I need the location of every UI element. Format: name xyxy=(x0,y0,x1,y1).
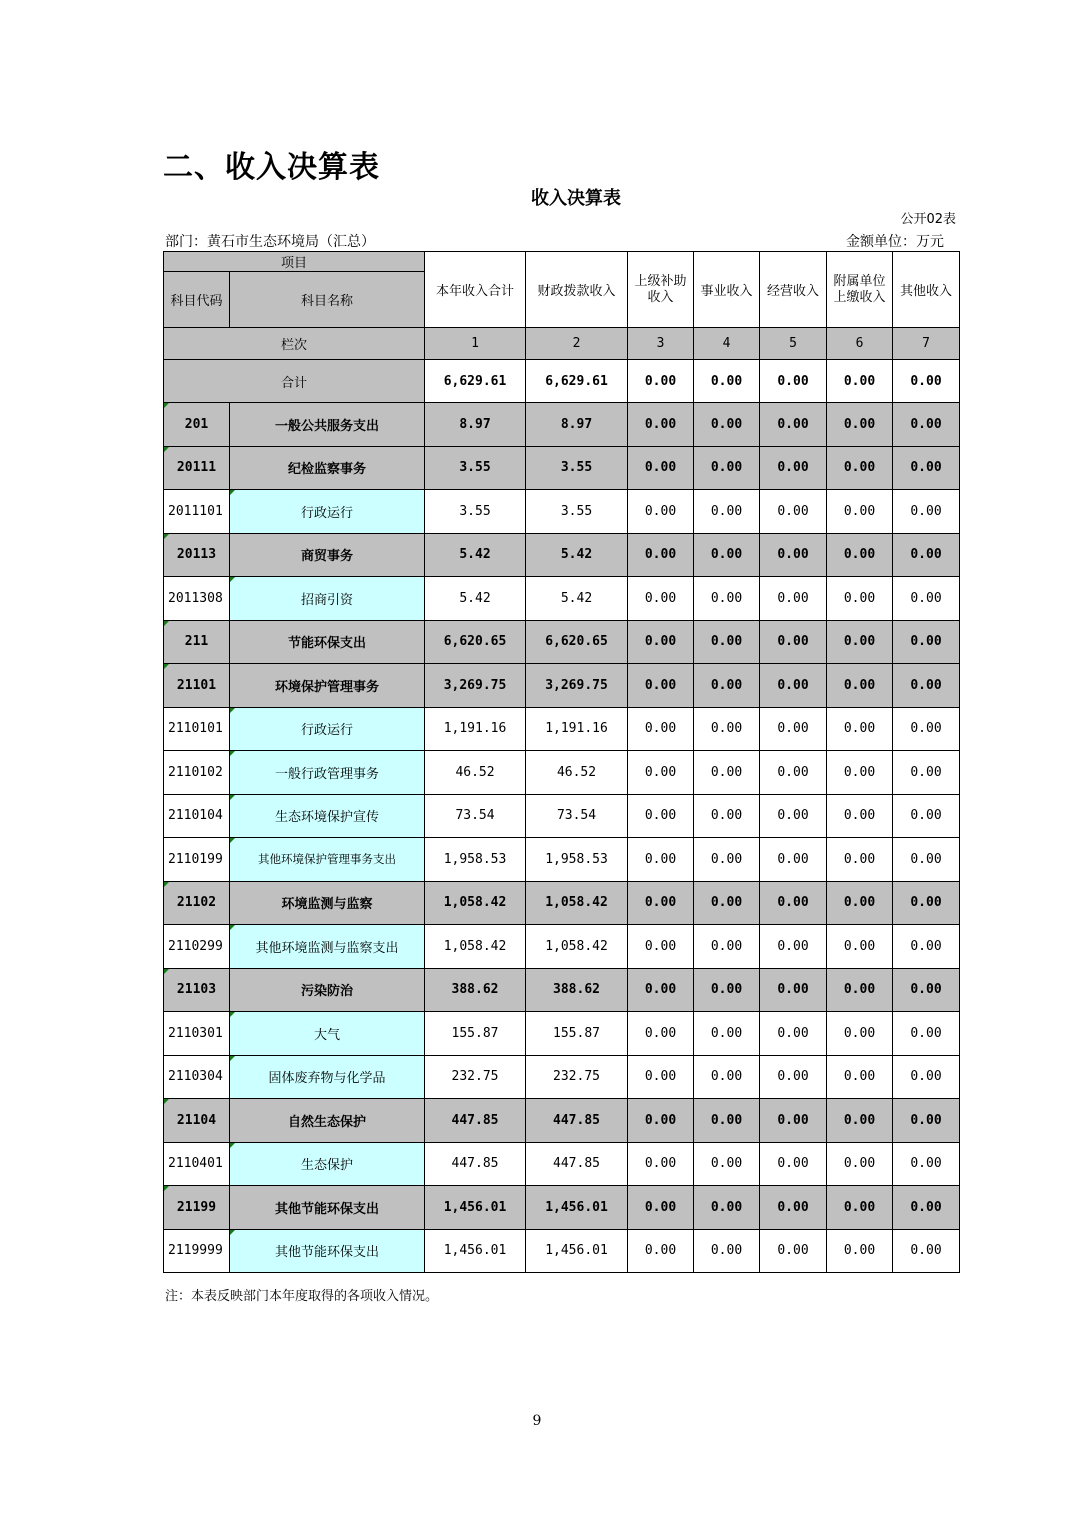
row-value-1: 5.42 xyxy=(425,533,526,577)
table-row xyxy=(164,664,960,708)
row-value-6: 0.00 xyxy=(827,446,893,490)
row-code: 2110301 xyxy=(164,1012,230,1056)
row-name: 其他节能环保支出 xyxy=(230,1186,425,1230)
table-row xyxy=(164,794,960,838)
row-value-2: 46.52 xyxy=(526,751,628,795)
row-value-5: 0.00 xyxy=(760,1099,827,1143)
row-value-4: 0.00 xyxy=(694,838,760,882)
row-value-3: 0.00 xyxy=(628,1055,694,1099)
row-value-6: 0.00 xyxy=(827,751,893,795)
row-value-4: 0.00 xyxy=(694,1142,760,1186)
header-col4: 事业收入 xyxy=(694,252,760,328)
row-value-2: 447.85 xyxy=(526,1142,628,1186)
row-value-5: 0.00 xyxy=(760,838,827,882)
header-name: 科目名称 xyxy=(230,272,425,328)
table-row xyxy=(164,490,960,534)
total-value-7: 0.00 xyxy=(893,360,960,403)
row-value-6: 0.00 xyxy=(827,1055,893,1099)
table-row xyxy=(164,446,960,490)
table-row xyxy=(164,707,960,751)
row-code: 20113 xyxy=(164,533,230,577)
row-value-1: 73.54 xyxy=(425,794,526,838)
row-code: 2110102 xyxy=(164,751,230,795)
row-value-7: 0.00 xyxy=(893,707,960,751)
row-value-3: 0.00 xyxy=(628,925,694,969)
row-code: 2110304 xyxy=(164,1055,230,1099)
row-value-1: 447.85 xyxy=(425,1099,526,1143)
row-value-2: 3.55 xyxy=(526,490,628,534)
department-label: 部门：黄石市生态环境局（汇总） xyxy=(165,234,375,250)
row-value-1: 1,456.01 xyxy=(425,1186,526,1230)
row-code: 21102 xyxy=(164,881,230,925)
row-value-2: 1,191.16 xyxy=(526,707,628,751)
row-code: 2110299 xyxy=(164,925,230,969)
row-value-2: 1,456.01 xyxy=(526,1186,628,1230)
row-value-2: 155.87 xyxy=(526,1012,628,1056)
total-value-1: 6,629.61 xyxy=(425,360,526,403)
row-code: 2011308 xyxy=(164,577,230,621)
row-value-1: 3.55 xyxy=(425,490,526,534)
row-value-3: 0.00 xyxy=(628,881,694,925)
row-value-4: 0.00 xyxy=(694,533,760,577)
row-value-2: 1,058.42 xyxy=(526,881,628,925)
total-row xyxy=(164,360,960,403)
header-col3-line2: 收入 xyxy=(647,289,674,305)
row-code: 2110199 xyxy=(164,838,230,882)
row-name: 行政运行 xyxy=(230,707,425,751)
row-value-7: 0.00 xyxy=(893,490,960,534)
income-table xyxy=(163,251,960,1273)
row-value-5: 0.00 xyxy=(760,707,827,751)
row-value-4: 0.00 xyxy=(694,707,760,751)
page-number: 9 xyxy=(532,1413,542,1429)
row-value-5: 0.00 xyxy=(760,403,827,447)
row-value-3: 0.00 xyxy=(628,1012,694,1056)
row-value-2: 3,269.75 xyxy=(526,664,628,708)
row-name: 环境保护管理事务 xyxy=(230,664,425,708)
col-index-1: 1 xyxy=(425,328,526,360)
row-value-4: 0.00 xyxy=(694,968,760,1012)
row-name: 其他环境保护管理事务支出 xyxy=(230,838,425,882)
col-index-2: 2 xyxy=(526,328,628,360)
table-row xyxy=(164,1055,960,1099)
row-value-5: 0.00 xyxy=(760,751,827,795)
table-row xyxy=(164,751,960,795)
row-value-7: 0.00 xyxy=(893,664,960,708)
col-index-5: 5 xyxy=(760,328,827,360)
table-row xyxy=(164,620,960,664)
row-name: 招商引资 xyxy=(230,577,425,621)
row-value-3: 0.00 xyxy=(628,490,694,534)
header-col6-line2: 上缴收入 xyxy=(833,289,886,305)
row-value-2: 388.62 xyxy=(526,968,628,1012)
row-value-2: 1,058.42 xyxy=(526,925,628,969)
row-value-7: 0.00 xyxy=(893,838,960,882)
row-value-2: 1,958.53 xyxy=(526,838,628,882)
row-name: 一般公共服务支出 xyxy=(230,403,425,447)
row-value-5: 0.00 xyxy=(760,1142,827,1186)
row-value-6: 0.00 xyxy=(827,533,893,577)
table-title: 收入决算表 xyxy=(531,188,621,209)
row-name: 商贸事务 xyxy=(230,533,425,577)
row-value-4: 0.00 xyxy=(694,925,760,969)
row-value-1: 232.75 xyxy=(425,1055,526,1099)
row-value-6: 0.00 xyxy=(827,794,893,838)
row-value-3: 0.00 xyxy=(628,533,694,577)
row-name: 一般行政管理事务 xyxy=(230,751,425,795)
row-value-1: 46.52 xyxy=(425,751,526,795)
table-row xyxy=(164,968,960,1012)
row-value-1: 1,191.16 xyxy=(425,707,526,751)
row-code: 201 xyxy=(164,403,230,447)
row-value-4: 0.00 xyxy=(694,1012,760,1056)
row-value-2: 5.42 xyxy=(526,533,628,577)
row-value-7: 0.00 xyxy=(893,446,960,490)
row-name: 纪检监察事务 xyxy=(230,446,425,490)
header-project: 项目 xyxy=(164,252,425,272)
row-value-7: 0.00 xyxy=(893,620,960,664)
table-row xyxy=(164,403,960,447)
row-value-7: 0.00 xyxy=(893,403,960,447)
col-index-6: 6 xyxy=(827,328,893,360)
table-row xyxy=(164,1142,960,1186)
row-value-3: 0.00 xyxy=(628,403,694,447)
row-value-6: 0.00 xyxy=(827,1142,893,1186)
row-value-4: 0.00 xyxy=(694,446,760,490)
header-col7: 其他收入 xyxy=(893,252,960,328)
row-value-7: 0.00 xyxy=(893,533,960,577)
row-name: 生态保护 xyxy=(230,1142,425,1186)
row-value-2: 73.54 xyxy=(526,794,628,838)
row-value-3: 0.00 xyxy=(628,577,694,621)
row-value-5: 0.00 xyxy=(760,1186,827,1230)
row-value-6: 0.00 xyxy=(827,1099,893,1143)
row-value-1: 388.62 xyxy=(425,968,526,1012)
total-value-4: 0.00 xyxy=(694,360,760,403)
row-code: 20111 xyxy=(164,446,230,490)
total-value-3: 0.00 xyxy=(628,360,694,403)
table-note: 注：本表反映部门本年度取得的各项收入情况。 xyxy=(165,1289,439,1304)
table-row xyxy=(164,1012,960,1056)
row-name: 大气 xyxy=(230,1012,425,1056)
row-value-5: 0.00 xyxy=(760,1055,827,1099)
row-name: 自然生态保护 xyxy=(230,1099,425,1143)
row-value-7: 0.00 xyxy=(893,751,960,795)
col-index-3: 3 xyxy=(628,328,694,360)
row-value-7: 0.00 xyxy=(893,1012,960,1056)
header-col1: 本年收入合计 xyxy=(425,252,526,328)
row-value-3: 0.00 xyxy=(628,446,694,490)
row-value-1: 447.85 xyxy=(425,1142,526,1186)
row-value-7: 0.00 xyxy=(893,925,960,969)
table-row xyxy=(164,577,960,621)
row-code: 2119999 xyxy=(164,1229,230,1273)
row-value-7: 0.00 xyxy=(893,1142,960,1186)
row-value-3: 0.00 xyxy=(628,838,694,882)
header-lanci: 栏次 xyxy=(164,328,425,360)
header-col5: 经营收入 xyxy=(760,252,827,328)
row-value-2: 5.42 xyxy=(526,577,628,621)
row-value-3: 0.00 xyxy=(628,1142,694,1186)
row-value-5: 0.00 xyxy=(760,1229,827,1273)
row-value-7: 0.00 xyxy=(893,881,960,925)
row-value-1: 6,620.65 xyxy=(425,620,526,664)
row-value-4: 0.00 xyxy=(694,577,760,621)
row-value-1: 1,456.01 xyxy=(425,1229,526,1273)
row-value-6: 0.00 xyxy=(827,403,893,447)
row-name: 污染防治 xyxy=(230,968,425,1012)
row-value-3: 0.00 xyxy=(628,707,694,751)
table-row xyxy=(164,881,960,925)
row-value-6: 0.00 xyxy=(827,1012,893,1056)
table-row xyxy=(164,1099,960,1143)
total-label: 合计 xyxy=(164,360,425,403)
row-value-3: 0.00 xyxy=(628,1186,694,1230)
row-value-3: 0.00 xyxy=(628,1229,694,1273)
row-value-7: 0.00 xyxy=(893,1186,960,1230)
row-value-5: 0.00 xyxy=(760,1012,827,1056)
row-code: 211 xyxy=(164,620,230,664)
table-row xyxy=(164,838,960,882)
row-value-5: 0.00 xyxy=(760,794,827,838)
row-value-5: 0.00 xyxy=(760,664,827,708)
row-value-4: 0.00 xyxy=(694,490,760,534)
row-value-4: 0.00 xyxy=(694,1186,760,1230)
row-value-6: 0.00 xyxy=(827,620,893,664)
table-row xyxy=(164,1229,960,1273)
row-value-3: 0.00 xyxy=(628,794,694,838)
header-code: 科目代码 xyxy=(164,272,230,328)
row-value-6: 0.00 xyxy=(827,881,893,925)
header-col6 xyxy=(827,252,893,328)
row-name: 节能环保支出 xyxy=(230,620,425,664)
row-value-1: 1,958.53 xyxy=(425,838,526,882)
row-value-5: 0.00 xyxy=(760,881,827,925)
row-value-6: 0.00 xyxy=(827,838,893,882)
row-value-4: 0.00 xyxy=(694,751,760,795)
total-value-2: 6,629.61 xyxy=(526,360,628,403)
row-code: 21101 xyxy=(164,664,230,708)
row-value-6: 0.00 xyxy=(827,1186,893,1230)
unit-label: 金额单位：万元 xyxy=(846,234,944,250)
row-value-1: 1,058.42 xyxy=(425,925,526,969)
row-code: 2011101 xyxy=(164,490,230,534)
table-row xyxy=(164,925,960,969)
col-index-4: 4 xyxy=(694,328,760,360)
row-name: 其他节能环保支出 xyxy=(230,1229,425,1273)
row-value-5: 0.00 xyxy=(760,968,827,1012)
row-value-5: 0.00 xyxy=(760,925,827,969)
row-value-3: 0.00 xyxy=(628,1099,694,1143)
row-value-7: 0.00 xyxy=(893,1099,960,1143)
row-code: 21104 xyxy=(164,1099,230,1143)
row-value-5: 0.00 xyxy=(760,577,827,621)
row-name: 固体废弃物与化学品 xyxy=(230,1055,425,1099)
row-value-2: 1,456.01 xyxy=(526,1229,628,1273)
row-value-6: 0.00 xyxy=(827,968,893,1012)
row-value-4: 0.00 xyxy=(694,403,760,447)
row-value-4: 0.00 xyxy=(694,1229,760,1273)
row-value-6: 0.00 xyxy=(827,925,893,969)
row-value-1: 1,058.42 xyxy=(425,881,526,925)
row-value-7: 0.00 xyxy=(893,794,960,838)
col-index-7: 7 xyxy=(893,328,960,360)
row-value-5: 0.00 xyxy=(760,490,827,534)
row-code: 21199 xyxy=(164,1186,230,1230)
section-title: 二、收入决算表 xyxy=(163,150,380,185)
row-value-1: 8.97 xyxy=(425,403,526,447)
row-name: 环境监测与监察 xyxy=(230,881,425,925)
table-row xyxy=(164,533,960,577)
row-value-1: 155.87 xyxy=(425,1012,526,1056)
table-row xyxy=(164,1186,960,1230)
row-value-3: 0.00 xyxy=(628,664,694,708)
total-value-5: 0.00 xyxy=(760,360,827,403)
row-value-2: 6,620.65 xyxy=(526,620,628,664)
row-value-2: 8.97 xyxy=(526,403,628,447)
row-value-4: 0.00 xyxy=(694,1099,760,1143)
row-value-3: 0.00 xyxy=(628,968,694,1012)
row-value-1: 3.55 xyxy=(425,446,526,490)
row-value-1: 5.42 xyxy=(425,577,526,621)
row-name: 生态环境保护宣传 xyxy=(230,794,425,838)
row-value-2: 447.85 xyxy=(526,1099,628,1143)
row-value-6: 0.00 xyxy=(827,490,893,534)
row-value-5: 0.00 xyxy=(760,446,827,490)
row-value-1: 3,269.75 xyxy=(425,664,526,708)
row-value-4: 0.00 xyxy=(694,881,760,925)
row-value-5: 0.00 xyxy=(760,620,827,664)
row-value-6: 0.00 xyxy=(827,577,893,621)
row-value-7: 0.00 xyxy=(893,1229,960,1273)
row-value-3: 0.00 xyxy=(628,751,694,795)
row-value-4: 0.00 xyxy=(694,664,760,708)
row-code: 21103 xyxy=(164,968,230,1012)
row-value-7: 0.00 xyxy=(893,968,960,1012)
row-code: 2110104 xyxy=(164,794,230,838)
total-value-6: 0.00 xyxy=(827,360,893,403)
header-col3 xyxy=(628,252,694,328)
row-code: 2110101 xyxy=(164,707,230,751)
row-name: 其他环境监测与监察支出 xyxy=(230,925,425,969)
row-code: 2110401 xyxy=(164,1142,230,1186)
row-value-6: 0.00 xyxy=(827,707,893,751)
row-value-4: 0.00 xyxy=(694,1055,760,1099)
row-value-7: 0.00 xyxy=(893,1055,960,1099)
header-col2: 财政拨款收入 xyxy=(526,252,628,328)
row-value-7: 0.00 xyxy=(893,577,960,621)
row-value-3: 0.00 xyxy=(628,620,694,664)
row-name: 行政运行 xyxy=(230,490,425,534)
row-value-4: 0.00 xyxy=(694,794,760,838)
form-code: 公开02表 xyxy=(900,212,956,227)
row-value-2: 3.55 xyxy=(526,446,628,490)
header-col3-line1: 上级补助 xyxy=(634,273,687,289)
row-value-4: 0.00 xyxy=(694,620,760,664)
row-value-6: 0.00 xyxy=(827,664,893,708)
row-value-2: 232.75 xyxy=(526,1055,628,1099)
row-value-5: 0.00 xyxy=(760,533,827,577)
header-col6-line1: 附属单位 xyxy=(833,273,886,289)
row-value-6: 0.00 xyxy=(827,1229,893,1273)
